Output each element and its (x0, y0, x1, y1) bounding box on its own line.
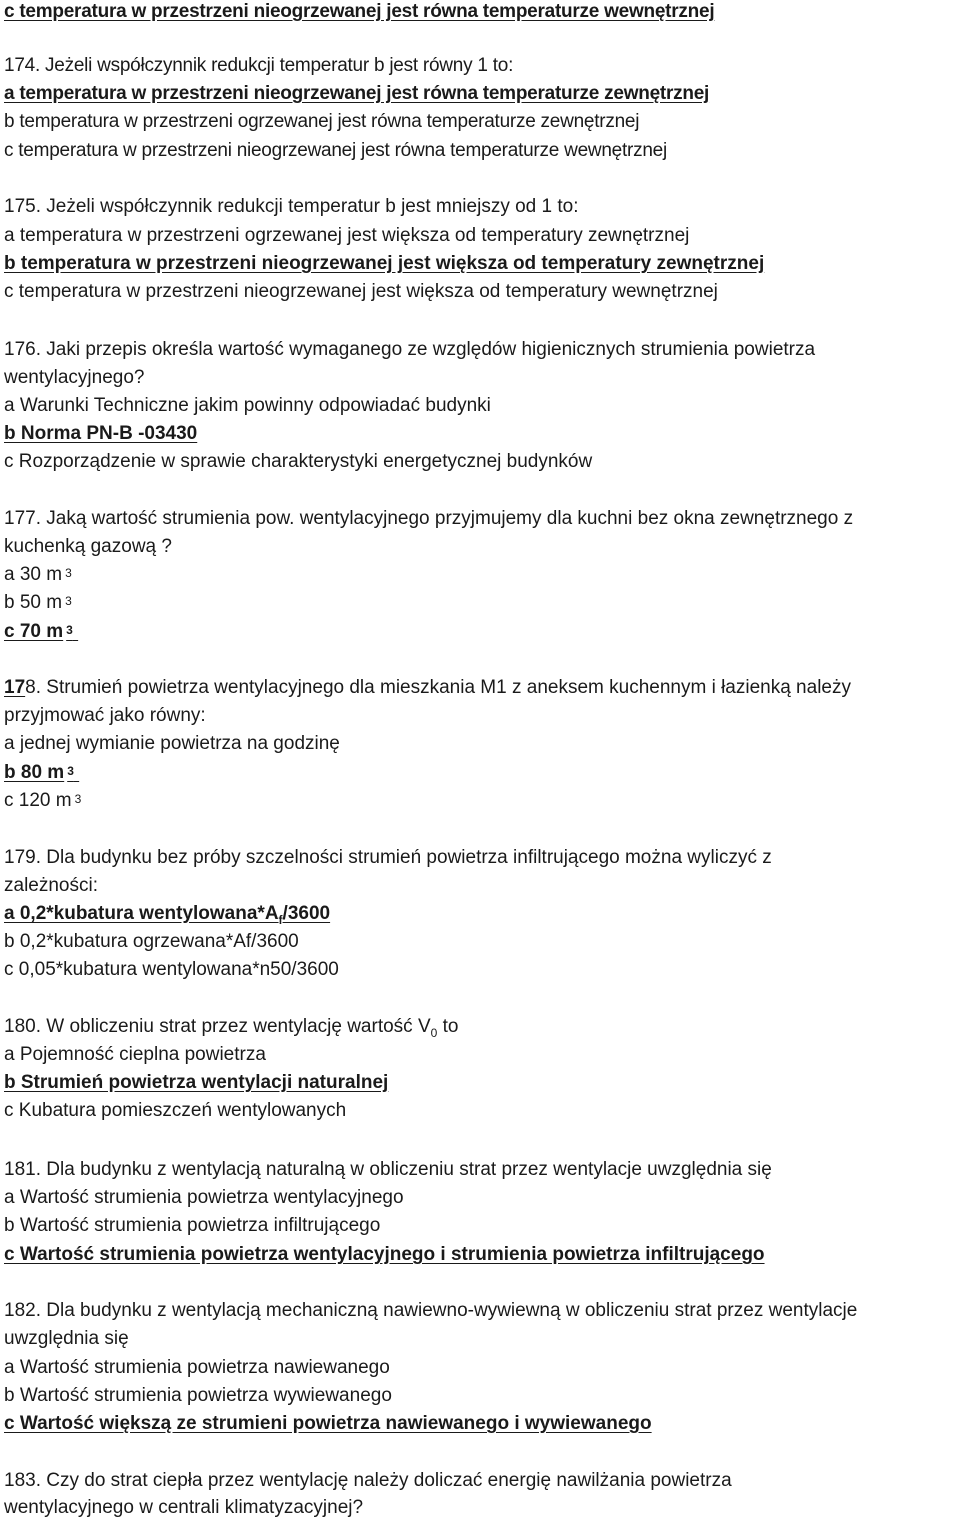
q177-question-line2: kuchenką gazową ? (4, 536, 172, 557)
q181-answer-a: a Wartość strumienia powietrza wentylacyjnego (4, 1187, 404, 1208)
q177-answer-b: b 50 m $^3$ (4, 592, 72, 613)
q180-answer-c: c Kubatura pomieszczeń wentylowanych (4, 1100, 347, 1121)
q182-question-line1: 182. Dla budynku z wentylacją mechaniczną nawiewno-wywiewną w obliczeniu strat przez wentylacje (4, 1300, 858, 1321)
subscript: f (278, 913, 283, 927)
q177-answer-c: c 70 m $^3$ (4, 621, 73, 642)
q181-answer-b: b Wartość strumienia powietrza infiltrującego (4, 1215, 381, 1236)
q180-answer-a: a Pojemność cieplna powietrza (4, 1044, 266, 1065)
q183-question-line2: wentylacyjnego w centrali klimatyzacyjnej? (4, 1497, 364, 1518)
q183-question-line1: 183. Czy do strat ciepła przez wentylację należy doliczać energię nawilżania powietrza (4, 1470, 732, 1491)
q174-answer-c: c temperatura w przestrzeni nieogrzewanej jest równa temperaturze wewnętrznej (4, 140, 667, 161)
q180-question: 180. W obliczeniu strat przez wentylację wartość $V_0$ to (4, 1016, 459, 1040)
q176-answer-a: a Warunki Techniczne jakim powinny odpowiadać budynki (4, 395, 491, 416)
q181-answer-c: c Wartość strumienia powietrza wentylacyjnego i strumienia powietrza infiltrującego (4, 1244, 765, 1265)
q179-question-line2: zależności: (4, 875, 98, 896)
q178-answer-c: c 120 m $^3$ (4, 790, 82, 811)
q179-answer-a: a 0,2*kubatura $wentylowana*A_f/3600$ (4, 903, 331, 927)
q174-answer-b: b temperatura w przestrzeni ogrzewanej jest równa temperaturze zewnętrznej (4, 111, 640, 132)
q178-number-underlined: 17 (4, 677, 26, 698)
q177-question-line1: 177. Jaką wartość strumienia pow. wentylacyjnego przyjmujemy dla kuchni bez okna zewnętrznego z (4, 508, 854, 529)
q179-answer-b: b 0,2*kubatura ogrzewana*Af/3600 (4, 931, 299, 952)
q177-answer-a: a 30 m $^3$ (4, 564, 72, 585)
q176-answer-b: b Norma PN-B -03430 (4, 423, 198, 444)
q176-question-line1: 176. Jaki przepis określa wartość wymaganego ze względów higienicznych strumienia powietrza (4, 339, 816, 360)
q175-answer-a: a temperatura w przestrzeni ogrzewanej jest większa od temperatury zewnętrznej (4, 225, 690, 246)
superscript: 3 (67, 764, 74, 778)
q182-answer-a: a Wartość strumienia powietrza nawiewanego (4, 1357, 390, 1378)
q178-answer-a: a jednej wymianie powietrza na godzinę (4, 733, 340, 754)
q176-question-line2: wentylacyjnego? (4, 367, 145, 388)
q178-answer-b: b 80 m $^3$ (4, 762, 74, 783)
superscript: 3 (66, 623, 73, 637)
q179-question-line1: 179. Dla budynku bez próby szczelności strumień powietrza infiltrującego można wyliczyć z (4, 847, 772, 868)
q178-question-line1: 178. Strumień powietrza wentylacyjnego dla mieszkania M1 z aneksem kuchennym i łazienką należy (4, 677, 851, 698)
superscript: 3 (65, 594, 72, 608)
q179-answer-c: c 0,05*kubatura wentylowana*n50/3600 (4, 959, 339, 980)
superscript: 3 (65, 566, 72, 580)
q175-answer-c: c temperatura w przestrzeni nieogrzewanej jest większa od temperatury wewnętrznej (4, 281, 718, 302)
q182-answer-b: b Wartość strumienia powietrza wywiewanego (4, 1385, 392, 1406)
q175-question: 175. Jeżeli współczynnik redukcji temperatur b jest mniejszy od 1 to: (4, 196, 579, 217)
q178-question-line2: przyjmować jako równy: (4, 705, 206, 726)
subscript: 0 (430, 1026, 438, 1040)
q174-question: 174. Jeżeli współczynnik redukcji temperatur b jest równy 1 to: (4, 55, 514, 76)
q173-answer-c: c temperatura w przestrzeni nieogrzewanej jest równa temperaturze wewnętrznej (4, 1, 715, 22)
q174-answer-a: a temperatura w przestrzeni nieogrzewanej jest równa temperaturze zewnętrznej (4, 83, 710, 104)
superscript: 3 (74, 792, 82, 806)
q181-question: 181. Dla budynku z wentylacją naturalną w obliczeniu strat przez wentylacje uwzględnia się (4, 1159, 772, 1180)
q180-answer-b: b Strumień powietrza wentylacji naturalnej (4, 1072, 389, 1093)
q182-answer-c: c Wartość większą ze strumieni powietrza nawiewanego i wywiewanego (4, 1413, 652, 1434)
q175-answer-b: b temperatura w przestrzeni nieogrzewanej jest większa od temperatury zewnętrznej (4, 253, 765, 274)
q176-answer-c: c Rozporządzenie w sprawie charakterystyki energetycznej budynków (4, 451, 593, 472)
q182-question-line2: uwzględnia się (4, 1328, 129, 1349)
